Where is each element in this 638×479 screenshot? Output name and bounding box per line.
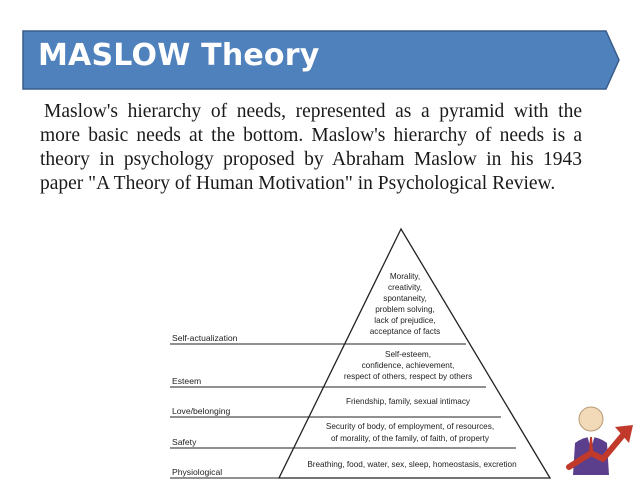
esteem-line: Self-esteem, (385, 350, 431, 359)
self-actualization-line: problem solving, (375, 305, 435, 314)
slide-body-text: Maslow's hierarchy of needs, represented as a pyramid with the more basic needs at the bottom. Maslow's hierarchy of needs is a theory in psychology proposed by Abraham Maslow in his 1943 paper "A Theory of Human Motivation" in Psychological Review. (40, 101, 582, 194)
safety-line: of morality, of the family, of faith, of property (330, 434, 490, 443)
esteem-line: confidence, achievement, (361, 361, 455, 370)
self-actualization-line: creativity, (388, 283, 422, 292)
esteem-line: respect of others, respect by others (343, 372, 473, 381)
level-label-love-belonging: Love/belonging (172, 406, 231, 416)
self-actualization-line: Morality, (389, 272, 421, 281)
safety-line: Security of body, of employment, of resources, (325, 422, 495, 431)
level-label-self-actualization: Self-actualization (172, 333, 238, 343)
level-label-esteem: Esteem (172, 376, 202, 386)
level-label-physiological: Physiological (172, 467, 223, 477)
level-label-safety: Safety (172, 437, 197, 447)
love-belonging-line: Friendship, family, sexual intimacy (345, 397, 471, 406)
slide-title: MASLOW Theory (38, 38, 320, 73)
self-actualization-line: lack of prejudice, (374, 316, 436, 325)
self-actualization-line: spontaneity, (383, 294, 427, 303)
physiological-line: Breathing, food, water, sex, sleep, homeostasis, excretion (307, 460, 517, 469)
self-actualization-line: acceptance of facts (369, 327, 441, 336)
person-with-rising-arrow-icon (565, 405, 635, 477)
